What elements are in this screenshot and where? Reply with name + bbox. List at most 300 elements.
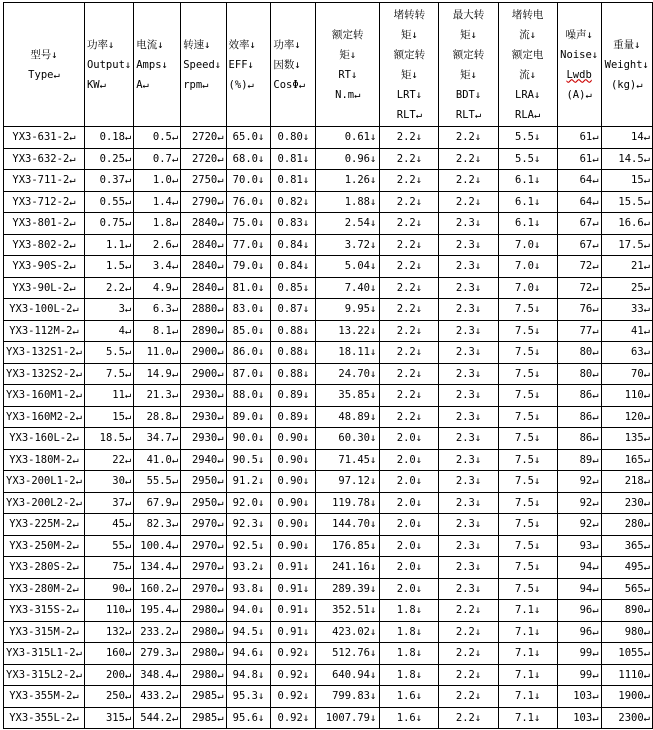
cell-breakdown-torque-ratio: 2.3↓ <box>439 557 498 579</box>
cell-amps: 134.4↵ <box>134 557 181 579</box>
header-line: 堵转转 <box>393 8 426 21</box>
cell-locked-rotor-current-ratio: 7.5↓ <box>498 514 557 536</box>
cell-type: YX3-160M2-2↵ <box>4 406 85 428</box>
header-line: 矩↓ <box>460 68 477 81</box>
cell-breakdown-torque-ratio: 2.2↓ <box>439 664 498 686</box>
cell-noise: 80↵ <box>557 363 601 385</box>
cell-locked-rotor-torque-ratio: 2.0↓ <box>380 471 439 493</box>
cell-noise: 64↵ <box>557 191 601 213</box>
table-row <box>4 148 653 170</box>
cell-locked-rotor-torque-ratio: 2.2↓ <box>380 127 439 149</box>
cell-locked-rotor-torque-ratio: 2.2↓ <box>380 406 439 428</box>
header-row <box>4 3 653 127</box>
cell-breakdown-torque-ratio: 2.3↓ <box>439 342 498 364</box>
cell-amps: 82.3↵ <box>134 514 181 536</box>
table-row <box>4 234 653 256</box>
cell-power-factor: 0.88↓ <box>271 320 316 342</box>
cell-rated-torque: 35.85↓ <box>316 385 380 407</box>
cell-output-kw: 0.55↵ <box>84 191 133 213</box>
header-line: LRA↓ <box>515 88 541 101</box>
cell-breakdown-torque-ratio: 2.3↓ <box>439 320 498 342</box>
cell-speed-rpm: 2930↵ <box>181 406 226 428</box>
cell-weight: 14.5↵ <box>601 148 652 170</box>
cell-noise: 61↵ <box>557 127 601 149</box>
cell-type: YX3-200L2-2↵ <box>4 492 85 514</box>
cell-output-kw: 75↵ <box>84 557 133 579</box>
cell-locked-rotor-current-ratio: 7.1↓ <box>498 643 557 665</box>
cell-locked-rotor-current-ratio: 6.1↓ <box>498 213 557 235</box>
cell-noise: 67↵ <box>557 213 601 235</box>
cell-locked-rotor-torque-ratio: 2.0↓ <box>380 428 439 450</box>
cell-efficiency: 89.0↓ <box>226 406 271 428</box>
cell-amps: 1.4↵ <box>134 191 181 213</box>
cell-rated-torque: 119.78↓ <box>316 492 380 514</box>
cell-breakdown-torque-ratio: 2.3↓ <box>439 514 498 536</box>
header-line: RLT↵ <box>455 108 482 121</box>
cell-rated-torque: 71.45↓ <box>316 449 380 471</box>
cell-weight: 16.6↵ <box>601 213 652 235</box>
cell-efficiency: 70.0↓ <box>226 170 271 192</box>
cell-breakdown-torque-ratio: 2.3↓ <box>439 363 498 385</box>
cell-locked-rotor-torque-ratio: 2.2↓ <box>380 234 439 256</box>
header-line: A↵ <box>136 78 149 91</box>
cell-locked-rotor-torque-ratio: 2.0↓ <box>380 578 439 600</box>
header-line: RT↓ <box>338 68 358 81</box>
cell-noise: 80↵ <box>557 342 601 364</box>
cell-weight: 15.5↵ <box>601 191 652 213</box>
cell-efficiency: 81.0↓ <box>226 277 271 299</box>
header-line: 因数↓ <box>273 58 301 71</box>
cell-breakdown-torque-ratio: 2.3↓ <box>439 299 498 321</box>
cell-locked-rotor-current-ratio: 7.1↓ <box>498 707 557 729</box>
cell-weight: 1900↵ <box>601 686 652 708</box>
cell-noise: 99↵ <box>557 643 601 665</box>
cell-efficiency: 75.0↓ <box>226 213 271 235</box>
header-line: N.m↵ <box>335 88 361 101</box>
table-row <box>4 471 653 493</box>
cell-type: YX3-631-2↵ <box>4 127 85 149</box>
cell-rated-torque: 0.61↓ <box>316 127 380 149</box>
cell-locked-rotor-current-ratio: 7.1↓ <box>498 664 557 686</box>
cell-output-kw: 0.25↵ <box>84 148 133 170</box>
table-row <box>4 557 653 579</box>
cell-locked-rotor-current-ratio: 5.5↓ <box>498 127 557 149</box>
cell-speed-rpm: 2790↵ <box>181 191 226 213</box>
cell-type: YX3-200L1-2↵ <box>4 471 85 493</box>
cell-rated-torque: 0.96↓ <box>316 148 380 170</box>
cell-rated-torque: 13.22↓ <box>316 320 380 342</box>
cell-breakdown-torque-ratio: 2.3↓ <box>439 578 498 600</box>
cell-rated-torque: 176.85↓ <box>316 535 380 557</box>
table-header <box>4 3 653 127</box>
cell-efficiency: 77.0↓ <box>226 234 271 256</box>
cell-speed-rpm: 2970↵ <box>181 514 226 536</box>
table-row <box>4 664 653 686</box>
cell-speed-rpm: 2720↵ <box>181 127 226 149</box>
table-row <box>4 299 653 321</box>
header-line: LRT↓ <box>396 88 423 101</box>
table-row <box>4 514 653 536</box>
cell-output-kw: 132↵ <box>84 621 133 643</box>
cell-amps: 195.4↵ <box>134 600 181 622</box>
table-row <box>4 492 653 514</box>
cell-amps: 160.2↵ <box>134 578 181 600</box>
table-row <box>4 342 653 364</box>
cell-amps: 11.0↵ <box>134 342 181 364</box>
cell-speed-rpm: 2980↵ <box>181 600 226 622</box>
cell-weight: 25↵ <box>601 277 652 299</box>
cell-weight: 890↵ <box>601 600 652 622</box>
header-line: 电流↓ <box>136 38 164 51</box>
cell-locked-rotor-torque-ratio: 2.2↓ <box>380 148 439 170</box>
cell-amps: 3.4↵ <box>134 256 181 278</box>
cell-weight: 135↵ <box>601 428 652 450</box>
cell-output-kw: 160↵ <box>84 643 133 665</box>
cell-weight: 495↵ <box>601 557 652 579</box>
cell-output-kw: 200↵ <box>84 664 133 686</box>
cell-speed-rpm: 2970↵ <box>181 535 226 557</box>
cell-locked-rotor-current-ratio: 7.0↓ <box>498 256 557 278</box>
cell-weight: 980↵ <box>601 621 652 643</box>
header-output-kw <box>84 3 133 127</box>
cell-power-factor: 0.90↓ <box>271 514 316 536</box>
header-line: 矩↓ <box>400 28 418 41</box>
cell-amps: 28.8↵ <box>134 406 181 428</box>
cell-output-kw: 55↵ <box>84 535 133 557</box>
cell-output-kw: 3↵ <box>84 299 133 321</box>
cell-locked-rotor-current-ratio: 7.5↓ <box>498 320 557 342</box>
cell-locked-rotor-torque-ratio: 1.6↓ <box>380 707 439 729</box>
cell-weight: 2300↵ <box>601 707 652 729</box>
cell-amps: 55.5↵ <box>134 471 181 493</box>
cell-locked-rotor-torque-ratio: 1.6↓ <box>380 686 439 708</box>
cell-amps: 67.9↵ <box>134 492 181 514</box>
cell-noise: 89↵ <box>557 449 601 471</box>
cell-breakdown-torque-ratio: 2.3↓ <box>439 406 498 428</box>
header-locked-rotor-torque-ratio <box>380 3 439 127</box>
cell-locked-rotor-current-ratio: 7.5↓ <box>498 557 557 579</box>
cell-type: YX3-315L2-2↵ <box>4 664 85 686</box>
cell-type: YX3-225M-2↵ <box>4 514 85 536</box>
cell-amps: 233.2↵ <box>134 621 181 643</box>
cell-speed-rpm: 2985↵ <box>181 686 226 708</box>
cell-breakdown-torque-ratio: 2.3↓ <box>439 492 498 514</box>
header-line: EFF↓ <box>228 58 254 71</box>
table-row <box>4 320 653 342</box>
cell-amps: 0.7↵ <box>134 148 181 170</box>
cell-efficiency: 93.8↓ <box>226 578 271 600</box>
cell-efficiency: 94.0↓ <box>226 600 271 622</box>
cell-type: YX3-160M1-2↵ <box>4 385 85 407</box>
table-row <box>4 621 653 643</box>
cell-power-factor: 0.83↓ <box>271 213 316 235</box>
table-row <box>4 170 653 192</box>
cell-rated-torque: 18.11↓ <box>316 342 380 364</box>
cell-power-factor: 0.90↓ <box>271 471 316 493</box>
cell-power-factor: 0.89↓ <box>271 385 316 407</box>
header-line: 效率↓ <box>228 38 256 51</box>
cell-type: YX3-712-2↵ <box>4 191 85 213</box>
cell-locked-rotor-current-ratio: 5.5↓ <box>498 148 557 170</box>
cell-locked-rotor-torque-ratio: 2.2↓ <box>380 213 439 235</box>
cell-power-factor: 0.90↓ <box>271 449 316 471</box>
cell-efficiency: 92.5↓ <box>226 535 271 557</box>
header-line: 矩↓ <box>400 68 418 81</box>
cell-type: YX3-280M-2↵ <box>4 578 85 600</box>
header-rated-torque <box>316 3 380 127</box>
cell-power-factor: 0.81↓ <box>271 170 316 192</box>
cell-power-factor: 0.91↓ <box>271 578 316 600</box>
table-row <box>4 578 653 600</box>
cell-type: YX3-801-2↵ <box>4 213 85 235</box>
cell-amps: 21.3↵ <box>134 385 181 407</box>
cell-type: YX3-180M-2↵ <box>4 449 85 471</box>
header-locked-rotor-current-ratio <box>498 3 557 127</box>
cell-amps: 544.2↵ <box>134 707 181 729</box>
header-breakdown-torque-ratio <box>439 3 498 127</box>
header-line: Noise↓ <box>560 48 599 61</box>
header-noise <box>557 3 601 127</box>
cell-rated-torque: 24.70↓ <box>316 363 380 385</box>
cell-efficiency: 93.2↓ <box>226 557 271 579</box>
cell-speed-rpm: 2985↵ <box>181 707 226 729</box>
cell-speed-rpm: 2840↵ <box>181 256 226 278</box>
cell-rated-torque: 1007.79↓ <box>316 707 380 729</box>
cell-type: YX3-280S-2↵ <box>4 557 85 579</box>
header-line: Type↵ <box>28 68 60 81</box>
cell-locked-rotor-current-ratio: 7.5↓ <box>498 578 557 600</box>
cell-noise: 67↵ <box>557 234 601 256</box>
cell-speed-rpm: 2950↵ <box>181 492 226 514</box>
cell-weight: 41↵ <box>601 320 652 342</box>
cell-noise: 92↵ <box>557 471 601 493</box>
cell-breakdown-torque-ratio: 2.3↓ <box>439 471 498 493</box>
cell-noise: 96↵ <box>557 621 601 643</box>
cell-breakdown-torque-ratio: 2.2↓ <box>439 600 498 622</box>
cell-power-factor: 0.80↓ <box>271 127 316 149</box>
cell-locked-rotor-torque-ratio: 2.2↓ <box>380 342 439 364</box>
table-row <box>4 406 653 428</box>
cell-rated-torque: 9.95↓ <box>316 299 380 321</box>
cell-type: YX3-355M-2↵ <box>4 686 85 708</box>
table-row <box>4 428 653 450</box>
cell-efficiency: 90.0↓ <box>226 428 271 450</box>
cell-locked-rotor-torque-ratio: 2.0↓ <box>380 535 439 557</box>
cell-type: YX3-112M-2↵ <box>4 320 85 342</box>
cell-output-kw: 0.75↵ <box>84 213 133 235</box>
cell-amps: 0.5↵ <box>134 127 181 149</box>
cell-locked-rotor-torque-ratio: 2.2↓ <box>380 256 439 278</box>
cell-efficiency: 79.0↓ <box>226 256 271 278</box>
table-row <box>4 535 653 557</box>
header-line: 功率↓ <box>86 38 115 51</box>
cell-amps: 100.4↵ <box>134 535 181 557</box>
cell-breakdown-torque-ratio: 2.3↓ <box>439 449 498 471</box>
cell-rated-torque: 60.30↓ <box>316 428 380 450</box>
cell-weight: 165↵ <box>601 449 652 471</box>
table-row <box>4 213 653 235</box>
cell-type: YX3-315S-2↵ <box>4 600 85 622</box>
cell-noise: 103↵ <box>557 686 601 708</box>
cell-breakdown-torque-ratio: 2.2↓ <box>439 643 498 665</box>
cell-power-factor: 0.90↓ <box>271 492 316 514</box>
header-line: 额定转 <box>393 48 426 61</box>
cell-locked-rotor-current-ratio: 6.1↓ <box>498 170 557 192</box>
header-line: 重量↓ <box>613 38 641 51</box>
cell-efficiency: 94.5↓ <box>226 621 271 643</box>
cell-output-kw: 11↵ <box>84 385 133 407</box>
table-row <box>4 191 653 213</box>
cell-power-factor: 0.92↓ <box>271 707 316 729</box>
cell-power-factor: 0.81↓ <box>271 148 316 170</box>
cell-locked-rotor-torque-ratio: 2.2↓ <box>380 170 439 192</box>
header-line: 堵转电 <box>511 8 544 21</box>
cell-efficiency: 91.2↓ <box>226 471 271 493</box>
cell-power-factor: 0.91↓ <box>271 557 316 579</box>
cell-locked-rotor-current-ratio: 7.5↓ <box>498 449 557 471</box>
table-row <box>4 127 653 149</box>
cell-weight: 63↵ <box>601 342 652 364</box>
cell-speed-rpm: 2900↵ <box>181 342 226 364</box>
cell-weight: 1055↵ <box>601 643 652 665</box>
cell-locked-rotor-current-ratio: 7.5↓ <box>498 492 557 514</box>
cell-amps: 14.9↵ <box>134 363 181 385</box>
cell-efficiency: 83.0↓ <box>226 299 271 321</box>
table-row <box>4 277 653 299</box>
cell-rated-torque: 3.72↓ <box>316 234 380 256</box>
cell-locked-rotor-current-ratio: 7.5↓ <box>498 406 557 428</box>
cell-efficiency: 92.3↓ <box>226 514 271 536</box>
cell-locked-rotor-torque-ratio: 1.8↓ <box>380 643 439 665</box>
cell-locked-rotor-torque-ratio: 2.2↓ <box>380 299 439 321</box>
cell-rated-torque: 144.70↓ <box>316 514 380 536</box>
cell-power-factor: 0.88↓ <box>271 342 316 364</box>
header-line: 额定转 <box>452 48 485 61</box>
cell-locked-rotor-torque-ratio: 2.2↓ <box>380 363 439 385</box>
cell-type: YX3-160L-2↵ <box>4 428 85 450</box>
table-body <box>4 127 653 729</box>
cell-output-kw: 7.5↵ <box>84 363 133 385</box>
cell-speed-rpm: 2890↵ <box>181 320 226 342</box>
cell-rated-torque: 423.02↓ <box>316 621 380 643</box>
cell-output-kw: 1.1↵ <box>84 234 133 256</box>
cell-efficiency: 85.0↓ <box>226 320 271 342</box>
cell-efficiency: 92.0↓ <box>226 492 271 514</box>
cell-efficiency: 86.0↓ <box>226 342 271 364</box>
cell-amps: 279.3↵ <box>134 643 181 665</box>
cell-locked-rotor-torque-ratio: 1.8↓ <box>380 621 439 643</box>
cell-rated-torque: 512.76↓ <box>316 643 380 665</box>
cell-breakdown-torque-ratio: 2.3↓ <box>439 277 498 299</box>
cell-weight: 230↵ <box>601 492 652 514</box>
cell-noise: 86↵ <box>557 385 601 407</box>
header-line: 流↓ <box>519 28 537 41</box>
cell-amps: 6.3↵ <box>134 299 181 321</box>
cell-amps: 4.9↵ <box>134 277 181 299</box>
cell-locked-rotor-torque-ratio: 2.2↓ <box>380 277 439 299</box>
cell-type: YX3-315M-2↵ <box>4 621 85 643</box>
header-line: (A)↵ <box>566 88 592 101</box>
table-row <box>4 385 653 407</box>
cell-breakdown-torque-ratio: 2.2↓ <box>439 148 498 170</box>
cell-locked-rotor-current-ratio: 7.0↓ <box>498 234 557 256</box>
header-line: (kg)↵ <box>610 78 643 91</box>
header-line: 矩↓ <box>460 28 477 41</box>
cell-rated-torque: 2.54↓ <box>316 213 380 235</box>
cell-efficiency: 90.5↓ <box>226 449 271 471</box>
cell-type: YX3-132S1-2↵ <box>4 342 85 364</box>
cell-speed-rpm: 2930↵ <box>181 428 226 450</box>
cell-speed-rpm: 2970↵ <box>181 557 226 579</box>
cell-locked-rotor-current-ratio: 7.1↓ <box>498 621 557 643</box>
cell-speed-rpm: 2950↵ <box>181 471 226 493</box>
cell-noise: 94↵ <box>557 578 601 600</box>
cell-efficiency: 65.0↓ <box>226 127 271 149</box>
cell-noise: 86↵ <box>557 406 601 428</box>
cell-output-kw: 250↵ <box>84 686 133 708</box>
cell-noise: 76↵ <box>557 299 601 321</box>
cell-breakdown-torque-ratio: 2.2↓ <box>439 686 498 708</box>
header-line: RLT↵ <box>396 108 423 121</box>
cell-speed-rpm: 2720↵ <box>181 148 226 170</box>
cell-locked-rotor-current-ratio: 7.5↓ <box>498 428 557 450</box>
cell-noise: 61↵ <box>557 148 601 170</box>
cell-noise: 64↵ <box>557 170 601 192</box>
header-line: Lwdb <box>566 68 592 81</box>
cell-output-kw: 1.5↵ <box>84 256 133 278</box>
cell-noise: 93↵ <box>557 535 601 557</box>
cell-breakdown-torque-ratio: 2.3↓ <box>439 428 498 450</box>
cell-amps: 2.6↵ <box>134 234 181 256</box>
cell-power-factor: 0.92↓ <box>271 664 316 686</box>
cell-locked-rotor-current-ratio: 7.5↓ <box>498 471 557 493</box>
header-line: Speed↓ <box>183 58 222 71</box>
cell-noise: 77↵ <box>557 320 601 342</box>
cell-rated-torque: 241.16↓ <box>316 557 380 579</box>
cell-type: YX3-132S2-2↵ <box>4 363 85 385</box>
cell-output-kw: 315↵ <box>84 707 133 729</box>
cell-breakdown-torque-ratio: 2.2↓ <box>439 170 498 192</box>
cell-rated-torque: 48.89↓ <box>316 406 380 428</box>
cell-locked-rotor-torque-ratio: 2.0↓ <box>380 557 439 579</box>
cell-power-factor: 0.90↓ <box>271 535 316 557</box>
cell-speed-rpm: 2940↵ <box>181 449 226 471</box>
header-weight <box>601 3 652 127</box>
cell-noise: 92↵ <box>557 492 601 514</box>
header-line: KW↵ <box>86 78 106 91</box>
cell-output-kw: 45↵ <box>84 514 133 536</box>
cell-rated-torque: 1.88↓ <box>316 191 380 213</box>
cell-output-kw: 2.2↵ <box>84 277 133 299</box>
cell-rated-torque: 97.12↓ <box>316 471 380 493</box>
cell-speed-rpm: 2840↵ <box>181 213 226 235</box>
cell-rated-torque: 7.40↓ <box>316 277 380 299</box>
cell-speed-rpm: 2840↵ <box>181 277 226 299</box>
cell-efficiency: 76.0↓ <box>226 191 271 213</box>
cell-breakdown-torque-ratio: 2.2↓ <box>439 127 498 149</box>
cell-weight: 15↵ <box>601 170 652 192</box>
cell-efficiency: 95.3↓ <box>226 686 271 708</box>
cell-weight: 14↵ <box>601 127 652 149</box>
cell-noise: 72↵ <box>557 277 601 299</box>
cell-efficiency: 95.6↓ <box>226 707 271 729</box>
cell-locked-rotor-current-ratio: 7.0↓ <box>498 277 557 299</box>
header-line: Amps↓ <box>136 58 168 71</box>
cell-locked-rotor-torque-ratio: 2.2↓ <box>380 191 439 213</box>
cell-locked-rotor-torque-ratio: 1.8↓ <box>380 600 439 622</box>
cell-noise: 94↵ <box>557 557 601 579</box>
header-line: 矩↓ <box>339 48 357 61</box>
